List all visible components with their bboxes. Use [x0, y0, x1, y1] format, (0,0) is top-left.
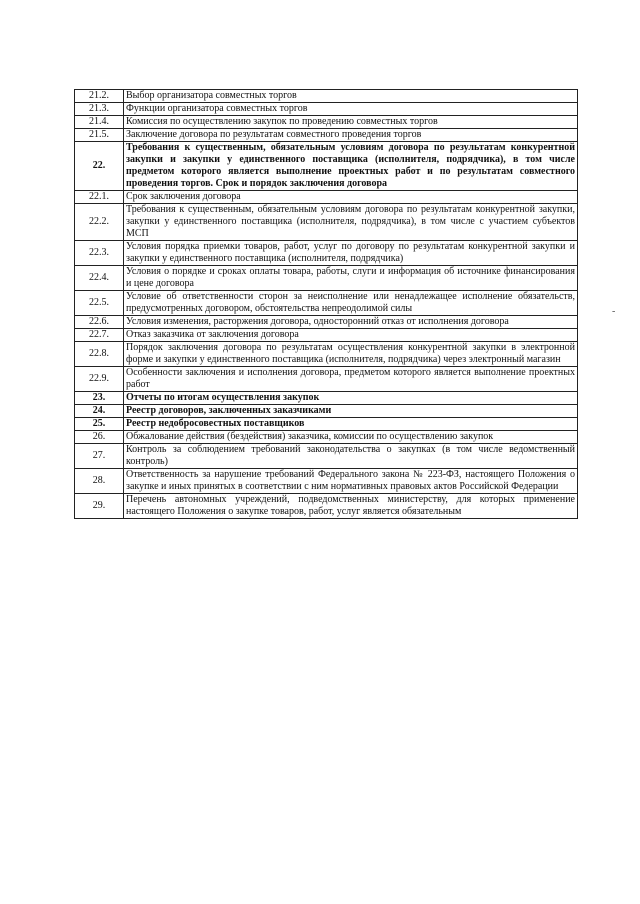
table-row [75, 241, 578, 266]
table-row [75, 494, 578, 519]
section-title: Отказ заказчика от заключения договора [124, 329, 578, 342]
section-number: 22. [75, 142, 124, 191]
table-row [75, 116, 578, 129]
section-number: 24. [75, 405, 124, 418]
section-title: Комиссия по осуществлению закупок по проведению совместных торгов [124, 116, 578, 129]
section-number: 21.5. [75, 129, 124, 142]
section-title: Условие об ответственности сторон за неисполнение или ненадлежащее исполнение обязательств, предусмотренных договором, обстоятельства непреодолимой силы [124, 291, 578, 316]
table-row [75, 316, 578, 329]
section-number: 22.2. [75, 204, 124, 241]
section-number: 21.3. [75, 103, 124, 116]
section-title: Перечень автономных учреждений, подведомственных министерству, для которых применение настоящего Положения о закупке товаров, работ, услуг является обязательным [124, 494, 578, 519]
section-title: Отчеты по итогам осуществления закупок [124, 392, 578, 405]
table-row [75, 90, 578, 103]
section-title: Обжалование действия (бездействия) заказчика, комиссии по осуществлению закупок [124, 431, 578, 444]
section-number: 22.4. [75, 266, 124, 291]
section-number: 28. [75, 469, 124, 494]
section-number: 21.2. [75, 90, 124, 103]
section-number: 26. [75, 431, 124, 444]
contents-table-body [75, 90, 578, 519]
section-title: Особенности заключения и исполнения договора, предметом которого является выполнение проектных работ [124, 367, 578, 392]
section-number: 21.4. [75, 116, 124, 129]
table-row [75, 191, 578, 204]
section-title: Ответственность за нарушение требований Федерального закона № 223-ФЗ, настоящего Положения о закупке и иных принятых в соответствии с ним нормативных правовых актов Российской Федерации [124, 469, 578, 494]
section-title: Срок заключения договора [124, 191, 578, 204]
table-row [75, 142, 578, 191]
section-number: 29. [75, 494, 124, 519]
section-number: 22.6. [75, 316, 124, 329]
section-title: Требования к существенным, обязательным условиям договора по результатам конкурентной закупки, закупки у единственного поставщика (исполнителя, подрядчика), в том числе с участием субъектов МСП [124, 204, 578, 241]
section-number: 22.5. [75, 291, 124, 316]
section-title: Функции организатора совместных торгов [124, 103, 578, 116]
section-title: Условия о порядке и сроках оплаты товара, работы, слуги и информация об источнике финансирования и цене договора [124, 266, 578, 291]
table-row [75, 342, 578, 367]
table-row [75, 405, 578, 418]
table-row [75, 103, 578, 116]
table-row [75, 367, 578, 392]
section-number: 27. [75, 444, 124, 469]
table-row [75, 329, 578, 342]
table-row [75, 418, 578, 431]
table-row [75, 204, 578, 241]
section-number: 22.8. [75, 342, 124, 367]
section-title: Реестр договоров, заключенных заказчиками [124, 405, 578, 418]
section-title: Заключение договора по результатам совместного проведения торгов [124, 129, 578, 142]
table-row [75, 431, 578, 444]
section-number: 22.3. [75, 241, 124, 266]
section-title: Условия изменения, расторжения договора, односторонний отказ от исполнения договора [124, 316, 578, 329]
section-number: 22.9. [75, 367, 124, 392]
section-number: 23. [75, 392, 124, 405]
section-number: 22.7. [75, 329, 124, 342]
section-title: Требования к существенным, обязательным условиям договора по результатам конкурентной закупки и закупки у единственного поставщика (исполнителя, подрядчика), в том числе предметом которого является выполнение проектных работ и по результатам совместного проведения торгов. Срок и порядок заключения договора [124, 142, 578, 191]
margin-mark: - [612, 306, 616, 317]
section-title: Реестр недобросовестных поставщиков [124, 418, 578, 431]
table-row [75, 444, 578, 469]
table-row [75, 266, 578, 291]
section-title: Условия порядка приемки товаров, работ, услуг по договору по результатам конкурентной закупки и закупки у единственного поставщика (исполнителя, подрядчика) [124, 241, 578, 266]
table-row [75, 129, 578, 142]
table-row [75, 291, 578, 316]
section-title: Выбор организатора совместных торгов [124, 90, 578, 103]
table-row [75, 469, 578, 494]
contents-table [74, 89, 578, 519]
table-row [75, 392, 578, 405]
section-number: 25. [75, 418, 124, 431]
section-title: Контроль за соблюдением требований законодательства о закупках (в том числе ведомственный контроль) [124, 444, 578, 469]
section-number: 22.1. [75, 191, 124, 204]
section-title: Порядок заключения договора по результатам осуществления конкурентной закупки в электронной форме и закупки у единственного поставщика (исполнителя, подрядчика) через электронный магазин [124, 342, 578, 367]
